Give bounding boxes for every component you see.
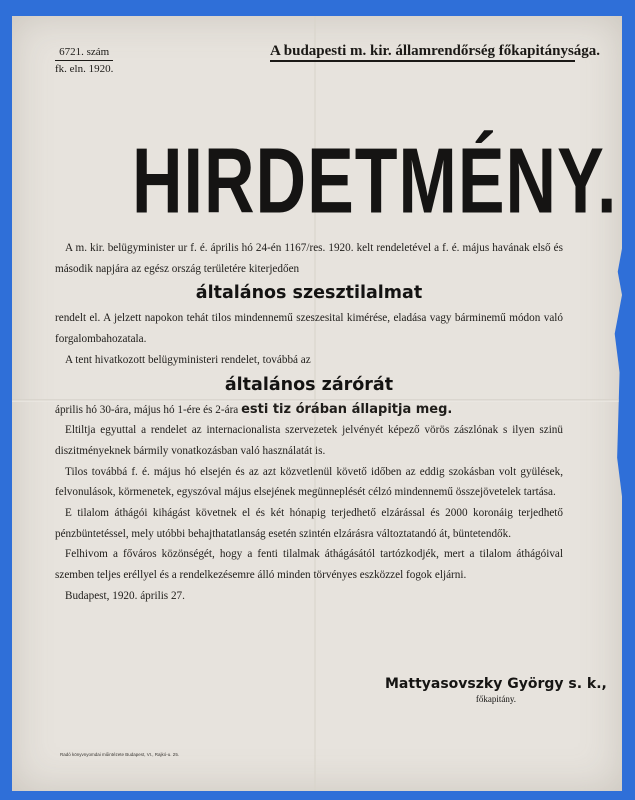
reference-number bbox=[55, 44, 113, 77]
signature-block bbox=[385, 676, 607, 704]
paragraph-closing-dates bbox=[55, 400, 563, 421]
signatory-rank: főkapitány. bbox=[475, 694, 516, 704]
highlight-closing-time: általános zárórát bbox=[224, 374, 394, 395]
issuing-authority: A budapesti m. kir. államrendőrség főkapitánysága. bbox=[270, 43, 575, 62]
paragraph-red-flag: Eltiltja egyuttal a rendelet az internacionalista szervezetek jelvényét képező vörös zászlónak s ilyen szinü diszitményeknek bármily vonatkozásban való használatát is. bbox=[55, 424, 563, 457]
document-number: 6721. szám bbox=[55, 44, 113, 61]
paragraph-ban-details: rendelt el. A jelzett napokon tehát tilos mindennemű szeszesital kimérése, eladása vagy bárminemű módon való forgalombahozatala. bbox=[55, 312, 563, 346]
poster-title: HIRDETMÉNY. bbox=[132, 129, 618, 233]
announcement-body bbox=[55, 238, 563, 607]
signatory-name: Mattyasovszky György s. k., bbox=[385, 676, 607, 692]
closing-dates-text: április hó 30-ára, május hó 1-ére és 2-ára bbox=[55, 403, 239, 416]
paragraph-gatherings: Tilos továbbá f. é. május hó elsején és az azt közvetlenül követő időben az eddig szokásban volt gyülések, felvonulások, körmenetek, egyszóval május elsejének megünneplését célzó mindennemű összejövetelek tartása. bbox=[55, 465, 563, 499]
paragraph-appeal: Felhivom a főváros közönségét, hogy a fenti tilalmak áthágásától tartózkodjék, mert a tilalom áthágóival szemben teljes eréllyel és a rendelkezésemre álló minden törvényes eszközzel fogok eljárni. bbox=[55, 548, 563, 582]
paragraph-decree: A m. kir. belügyminister ur f. é. április hó 24-én 1167/res. 1920. kelt rendeletével a f. é. május havának első és második napjára az egész ország területére kiterjedően bbox=[55, 242, 563, 275]
document-reference: fk. eln. 1920. bbox=[55, 63, 114, 75]
issue-date: Budapest, 1920. április 27. bbox=[65, 589, 185, 602]
paragraph-penalties: E tilalom áthágói kihágást követnek el és két hónapig terjedhető elzárással és 2000 koronáig terjedhető pénzbüntetéssel, mely utóbbi behajthatatlanság esetén szintén elzárásra változtatandó át, büntetendők. bbox=[55, 507, 563, 540]
paragraph-decree-further: A tent hivatkozott belügyministeri rendelet, továbbá az bbox=[65, 353, 311, 366]
closing-hour-emphasis: esti tiz órában állapitja meg. bbox=[241, 401, 453, 417]
highlight-alcohol-ban: általános szesztilalmat bbox=[195, 283, 423, 304]
printer-imprint: Radó könyvnyomdai műintézete Budapest, VI., Rajkó-u. 25. bbox=[60, 752, 180, 757]
